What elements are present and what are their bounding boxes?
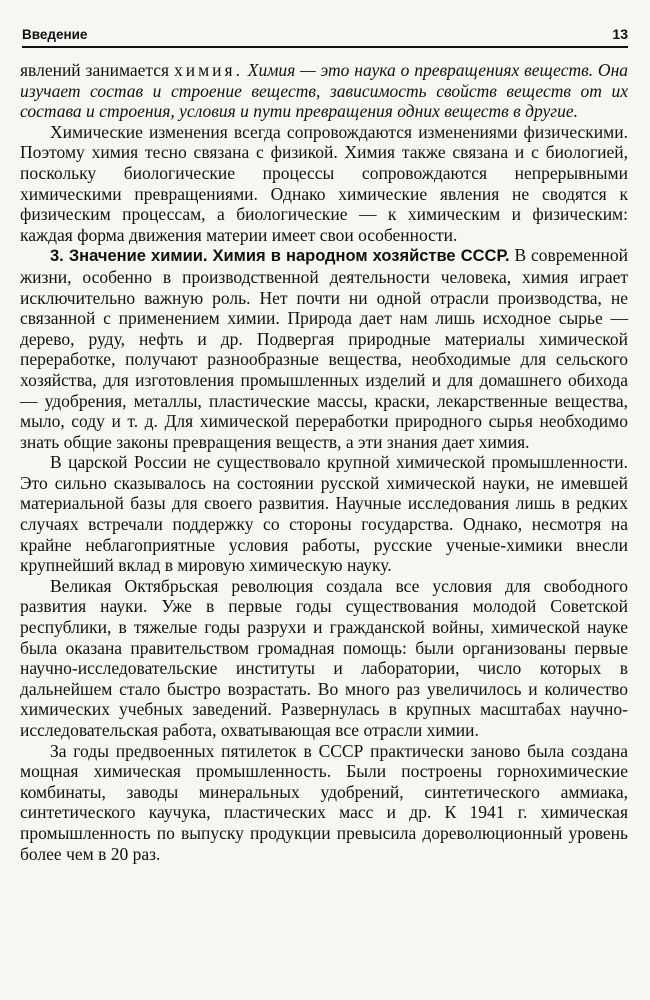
- paragraph-1: [20, 60, 628, 122]
- spaced-term-chemistry: химия.: [173, 60, 243, 80]
- body-text: [20, 60, 628, 864]
- paragraph-2: Химические изменения всегда сопровождаются изменениями физическими. Поэтому химия тесно связана с физикой. Химия также связана и с биологией, поскольку биологические процессы сопровождаются непрерывными химическими превращениями. Однако химические явления не сводятся к физическим процессам, а биологические — к химическим и физическим: каждая форма движения материи имеет свои особенности.: [20, 121, 628, 245]
- paragraph-3: [20, 245, 628, 452]
- section-3-heading: 3. Значение химии. Химия в народном хозяйстве СССР.: [50, 247, 510, 266]
- section-title: Введение: [22, 27, 88, 42]
- paragraph-4: В царской России не существовало крупной химической промышленности. Это сильно сказывалось на состоянии русской химической науки, не имевшей материальной базы для своего развития. Научные исследования лишь в редких случаях встречали поддержку со стороны государства. Однако, несмотря на крайне неблагоприятные условия работы, русские ученые-химики внесли крупнейший вклад в мировую химическую науку.: [20, 452, 628, 576]
- paragraph-6: За годы предвоенных пятилеток в СССР практически заново была создана мощная химическая промышленность. Были построены горнохимические комбинаты, заводы минеральных удобрений, синтетического аммиака, синтетического каучука, пластических масс и др. К 1941 г. химическая промышленность по выпуску продукции превысила дореволюционный уровень более чем в 20 раз.: [20, 740, 628, 864]
- running-header: [22, 24, 628, 48]
- page-number: 13: [612, 26, 628, 42]
- paragraph-3-text: В современной жизни, особенно в производственной деятельности человека, химия играет исключительно важную роль. Нет почти ни одной отрасли производства, не связанной с применением химии. Природа дает нам лишь исходное сырье — дерево, руду, нефть и др. Подвергая природные материалы химической переработке, получают разнообразные вещества, необходимые для сельского хозяйства, для изготовления промышленных изделий и для домашнего обихода — удобрения, металлы, пластические массы, краски, лекарственные вещества, мыло, соду и т. д. Для химической переработки природного сырья необходимо знать общие законы превращения веществ, а эти знания дает химия.: [20, 245, 628, 452]
- paragraph-5: Великая Октябрьская революция создала все условия для свободного развития науки. Уже в первые годы существования молодой Советской республики, в тяжелые годы разрухи и гражданской войны, химической науке была оказана правительством громадная помощь: были организованы первые научно-исследовательские институты и лаборатории, число которых в дальнейшем стало быстро возрастать. Во много раз увеличилось и количество химических учебных заведений. Развернулась в крупных масштабах научно-исследовательская работа, охватывающая все отрасли химии.: [20, 575, 628, 740]
- paragraph-1-start: явлений занимается: [20, 60, 174, 80]
- definition-italic: Химия — это наука о превращениях веществ. Она изучает состав и строение веществ, зависимость свойств веществ от их состава и строения, условия и пути превращения одних веществ в другие.: [20, 60, 629, 122]
